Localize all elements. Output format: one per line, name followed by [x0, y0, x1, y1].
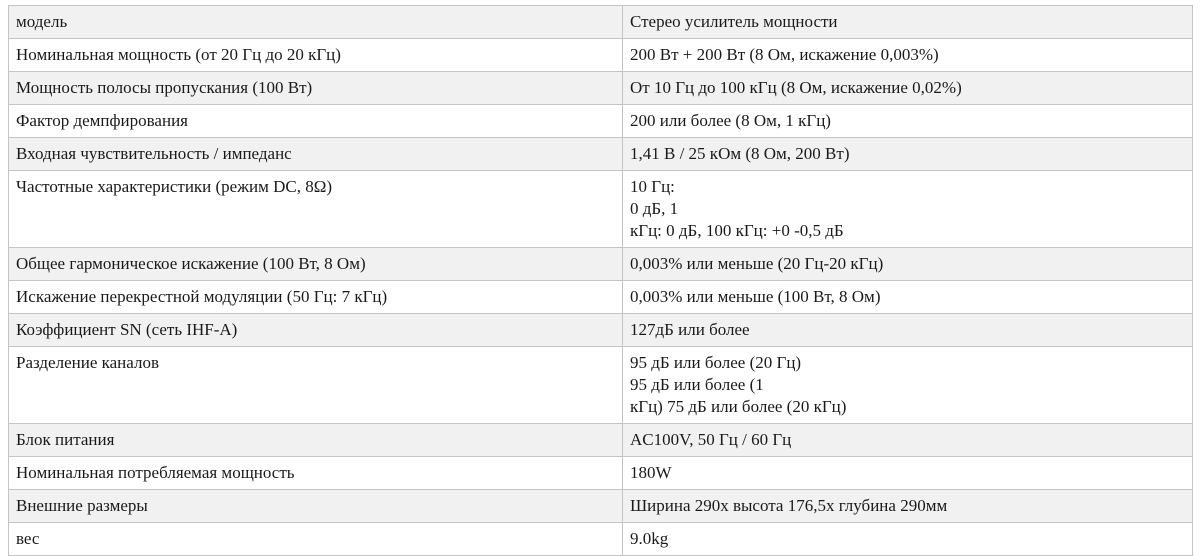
parameter-value-line: кГц) 75 дБ или более (20 кГц) — [630, 397, 847, 416]
parameter-value-line: 95 дБ или более (1 — [630, 375, 764, 394]
parameter-value-cell — [623, 314, 1193, 347]
table-row — [9, 490, 1193, 523]
parameter-value-line: От 10 Гц до 100 кГц (8 Ом, искажение 0,02%) — [630, 78, 962, 97]
parameter-value-line: 1,41 В / 25 кОм (8 Ом, 200 Вт) — [630, 144, 850, 163]
parameter-name-cell: Разделение каналов — [9, 347, 623, 424]
parameter-value-line: 127дБ или более — [630, 320, 750, 339]
parameter-value-line: Ширина 290x высота 176,5x глубина 290мм — [630, 496, 948, 515]
table-row — [9, 138, 1193, 171]
parameter-name-cell: Искажение перекрестной модуляции (50 Гц: 7 кГц) — [9, 281, 623, 314]
parameter-value-line: 10 Гц: — [630, 177, 675, 196]
parameter-value-cell — [623, 6, 1193, 39]
parameter-value-cell — [623, 347, 1193, 424]
table-row — [9, 6, 1193, 39]
parameter-name-cell: Внешние размеры — [9, 490, 623, 523]
parameter-value-line: 200 или более (8 Ом, 1 кГц) — [630, 111, 831, 130]
parameter-value-line: 200 Вт + 200 Вт (8 Ом, искажение 0,003%) — [630, 45, 939, 64]
parameter-name-cell: модель — [9, 6, 623, 39]
table-row — [9, 347, 1193, 424]
parameter-value-line: 0,003% или меньше (20 Гц-20 кГц) — [630, 254, 884, 273]
parameter-name-cell: Номинальная потребляемая мощность — [9, 457, 623, 490]
parameter-value-cell — [623, 39, 1193, 72]
parameter-value-line: 95 дБ или более (20 Гц) — [630, 353, 802, 372]
parameter-value-cell — [623, 523, 1193, 556]
parameter-name-cell: Мощность полосы пропускания (100 Вт) — [9, 72, 623, 105]
parameter-name-cell: Блок питания — [9, 424, 623, 457]
table-row — [9, 105, 1193, 138]
parameter-value-cell — [623, 281, 1193, 314]
table-row — [9, 281, 1193, 314]
parameter-value-line: AC100V, 50 Гц / 60 Гц — [630, 430, 792, 449]
parameter-value-line: 9.0kg — [630, 529, 669, 548]
parameter-name-cell: вес — [9, 523, 623, 556]
parameter-value-cell — [623, 72, 1193, 105]
parameter-name-cell: Коэффициент SN (сеть IHF-A) — [9, 314, 623, 347]
parameter-value-cell — [623, 457, 1193, 490]
parameter-name-cell: Общее гармоническое искажение (100 Вт, 8 Ом) — [9, 248, 623, 281]
parameter-value-line: 0 дБ, 1 — [630, 199, 679, 218]
table-row — [9, 523, 1193, 556]
table-row — [9, 457, 1193, 490]
parameter-name-cell: Частотные характеристики (режим DC, 8Ω) — [9, 171, 623, 248]
table-row — [9, 72, 1193, 105]
table-row — [9, 424, 1193, 457]
parameter-value-cell — [623, 105, 1193, 138]
table-row — [9, 171, 1193, 248]
parameter-name-cell: Фактор демпфирования — [9, 105, 623, 138]
spec-table — [8, 5, 1193, 556]
parameter-name-cell: Входная чувствительность / импеданс — [9, 138, 623, 171]
parameter-value-line: 180W — [630, 463, 672, 482]
parameter-value-cell — [623, 490, 1193, 523]
parameter-value-line: кГц: 0 дБ, 100 кГц: +0 -0,5 дБ — [630, 221, 844, 240]
parameter-value-line: 0,003% или меньше (100 Вт, 8 Ом) — [630, 287, 881, 306]
table-row — [9, 248, 1193, 281]
parameter-name-cell: Номинальная мощность (от 20 Гц до 20 кГц) — [9, 39, 623, 72]
parameter-value-cell — [623, 171, 1193, 248]
table-row — [9, 314, 1193, 347]
parameter-value-line: Стерео усилитель мощности — [630, 12, 838, 31]
table-row — [9, 39, 1193, 72]
parameter-value-cell — [623, 138, 1193, 171]
parameter-value-cell — [623, 424, 1193, 457]
parameter-value-cell — [623, 248, 1193, 281]
spec-table-body — [9, 6, 1193, 556]
